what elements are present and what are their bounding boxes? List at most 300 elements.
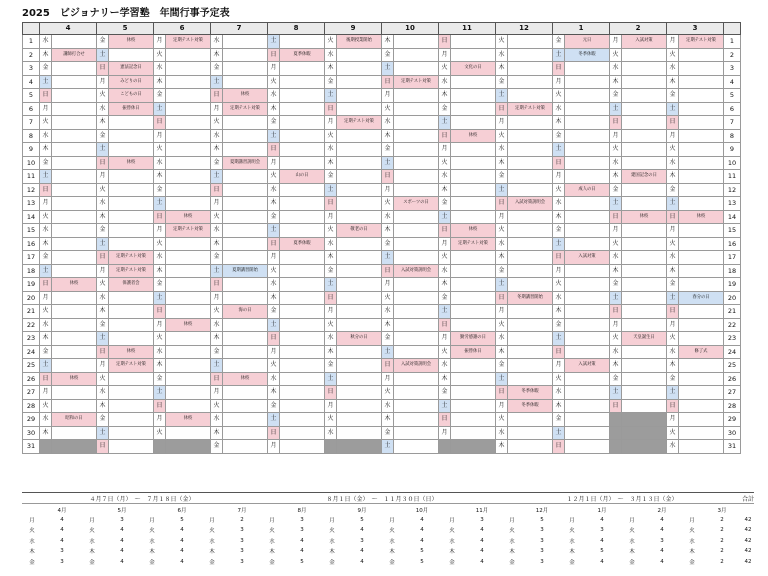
weekday-cell: 土 [610,102,622,116]
event-cell [52,183,97,197]
weekday-cell: 火 [268,359,280,373]
event-cell [280,183,325,197]
summary-weekday: 月 [509,517,515,524]
weekday-cell: 土 [268,129,280,143]
event-cell [223,426,268,440]
weekday-cell: 火 [325,224,337,238]
event-cell [166,156,211,170]
weekday-cell: 土 [40,170,52,184]
summary-weekday: 水 [149,538,155,545]
event-cell [280,197,325,211]
event-cell [280,332,325,346]
summary-count: 3 [120,516,124,523]
weekday-cell: 月 [325,305,337,319]
weekday-cell: 火 [211,210,223,224]
day-number: 28 [724,399,741,413]
weekday-cell: 金 [154,89,166,103]
weekday-cell: 火 [325,413,337,427]
weekday-cell: 水 [211,35,223,49]
event-cell [280,386,325,400]
weekday-cell: 水 [610,156,622,170]
summary-count: 5 [180,516,184,523]
calendar-row [23,318,741,332]
weekday-cell: 日 [610,399,622,413]
weekday-cell: 水 [382,210,394,224]
weekday-cell: 金 [553,224,565,238]
summary-weekday: 金 [209,559,215,566]
calendar-row [23,372,741,386]
weekday-cell: 木 [553,305,565,319]
weekday-cell: 木 [211,48,223,62]
day-number: 5 [724,89,741,103]
event-cell [508,89,553,103]
event-cell [109,237,154,251]
event-cell: 休校 [52,372,97,386]
weekday-cell: 土 [439,399,451,413]
event-cell: 入試対策説明会 [394,359,439,373]
weekday-cell: 火 [610,237,622,251]
weekday-cell: 土 [97,426,109,440]
day-number: 6 [23,102,40,116]
event-cell [451,89,496,103]
event-cell [679,399,724,413]
weekday-cell: 月 [439,237,451,251]
weekday-cell: 金 [211,62,223,76]
weekday-cell: 日 [40,278,52,292]
summary-month-label: 7月 [237,507,247,514]
event-cell: 夏期講習開始 [223,264,268,278]
event-cell [565,305,610,319]
event-cell: 昭和の日 [52,413,97,427]
weekday-cell: 木 [667,359,679,373]
event-cell [394,89,439,103]
event-cell [223,129,268,143]
event-cell [166,278,211,292]
event-cell [451,386,496,400]
event-cell [337,156,382,170]
day-number: 21 [23,305,40,319]
event-cell: 夏季休暇 [280,237,325,251]
weekday-cell: 木 [667,264,679,278]
weekday-cell: 水 [325,143,337,157]
event-cell [223,197,268,211]
event-cell [166,332,211,346]
event-cell [223,251,268,265]
weekday-cell: 木 [211,426,223,440]
event-cell [394,278,439,292]
weekday-cell: 日 [154,399,166,413]
event-cell [52,89,97,103]
summary-weekday: 月 [29,517,35,524]
summary-count: 4 [480,548,484,555]
event-cell [280,129,325,143]
event-cell [451,251,496,265]
event-cell [52,116,97,130]
summary-count: 3 [240,558,244,565]
event-cell [280,224,325,238]
weekday-cell: 金 [268,399,280,413]
event-cell [508,440,553,454]
event-cell [52,305,97,319]
event-cell [337,264,382,278]
event-cell [280,278,325,292]
event-cell [508,48,553,62]
event-cell [451,116,496,130]
event-cell [508,251,553,265]
event-cell [280,251,325,265]
event-cell [337,170,382,184]
event-cell [679,413,724,427]
event-cell [451,305,496,319]
event-cell [223,210,268,224]
event-cell [223,440,268,454]
summary-weekday: 火 [89,528,95,535]
event-cell [337,75,382,89]
event-cell [109,48,154,62]
summary-count: 3 [60,558,64,565]
summary-month-label: 12月 [535,507,549,514]
event-cell [508,183,553,197]
event-cell [337,251,382,265]
weekday-cell: 水 [382,399,394,413]
weekday-cell: 土 [325,89,337,103]
weekday-cell: 日 [268,332,280,346]
weekday-cell: 月 [40,291,52,305]
weekday-cell: 土 [97,332,109,346]
weekday-cell: 金 [610,89,622,103]
calendar-row [23,386,741,400]
event-cell [109,224,154,238]
event-cell [280,359,325,373]
event-cell [679,386,724,400]
event-cell [679,170,724,184]
weekday-cell: 日 [40,372,52,386]
weekday-cell: 月 [268,251,280,265]
event-cell [166,143,211,157]
event-cell [166,426,211,440]
summary-count: 4 [60,516,64,523]
event-cell [565,413,610,427]
weekday-cell: 土 [268,224,280,238]
event-cell [109,210,154,224]
day-number: 16 [724,237,741,251]
summary-count: 2 [720,548,724,555]
event-cell [679,440,724,454]
calendar-row [23,264,741,278]
weekday-cell: 月 [211,386,223,400]
day-number: 13 [23,197,40,211]
weekday-cell: 水 [553,386,565,400]
weekday-cell: 土 [325,372,337,386]
event-cell [223,35,268,49]
weekday-cell: 土 [154,197,166,211]
weekday-cell: 火 [382,386,394,400]
weekday-cell: 火 [211,305,223,319]
event-cell: 定期テスト対策 [679,35,724,49]
event-cell [622,440,667,454]
event-cell [508,143,553,157]
calendar-row [23,35,741,49]
summary-count: 4 [480,537,484,544]
weekday-cell: 火 [211,116,223,130]
weekday-cell: 火 [97,89,109,103]
weekday-cell: 日 [211,278,223,292]
event-cell [280,372,325,386]
event-cell [451,426,496,440]
weekday-cell: 木 [496,251,508,265]
day-number: 17 [724,251,741,265]
weekday-cell: 木 [325,156,337,170]
weekday-cell: 日 [268,48,280,62]
summary-count: 3 [540,548,544,555]
weekday-cell: 木 [382,318,394,332]
event-cell [52,399,97,413]
day-number: 25 [23,359,40,373]
weekday-cell: 金 [496,75,508,89]
summary-count: 2 [720,527,724,534]
event-cell [451,291,496,305]
event-cell [451,75,496,89]
weekday-cell: 木 [154,170,166,184]
weekday-cell: 金 [40,62,52,76]
day-number: 7 [23,116,40,130]
event-cell [451,197,496,211]
event-cell: こどもの日 [109,89,154,103]
event-cell [109,129,154,143]
weekday-cell: 日 [496,386,508,400]
summary-count: 3 [300,527,304,534]
weekday-cell: 土 [496,89,508,103]
event-cell [337,278,382,292]
event-cell [109,197,154,211]
summary-count: 3 [660,537,664,544]
event-cell [679,89,724,103]
weekday-cell: 日 [610,210,622,224]
day-number: 30 [23,426,40,440]
event-cell [337,305,382,319]
summary-weekday: 火 [29,528,35,535]
event-cell [622,359,667,373]
weekday-cell: 日 [496,291,508,305]
weekday-cell: 木 [667,170,679,184]
day-number: 15 [23,224,40,238]
weekday-cell: 土 [211,170,223,184]
month-header: 4 [40,23,97,35]
weekday-cell: 火 [439,251,451,265]
weekday-cell: 水 [610,251,622,265]
event-cell: 休校 [451,129,496,143]
event-cell [394,210,439,224]
event-cell [508,237,553,251]
event-cell [565,89,610,103]
day-number: 20 [724,291,741,305]
summary-count: 4 [660,548,664,555]
weekday-cell: 日 [97,345,109,359]
day-number: 3 [23,62,40,76]
weekday-cell: 水 [439,170,451,184]
event-cell [166,170,211,184]
weekday-cell: 火 [667,48,679,62]
summary-weekday: 木 [689,549,695,556]
event-cell [622,278,667,292]
weekday-cell [154,440,166,454]
event-cell [394,224,439,238]
weekday-cell: 金 [325,359,337,373]
summary-count: 4 [660,527,664,534]
weekday-cell: 月 [325,210,337,224]
event-cell [451,170,496,184]
weekday-cell: 金 [97,224,109,238]
day-number: 21 [724,305,741,319]
weekday-cell: 金 [496,264,508,278]
event-cell [52,62,97,76]
summary-weekday: 金 [629,559,635,566]
weekday-cell: 木 [553,210,565,224]
event-cell [223,399,268,413]
weekday-cell: 土 [667,386,679,400]
summary-weekday: 水 [689,538,695,545]
event-cell: 休校 [679,210,724,224]
weekday-cell: 金 [211,156,223,170]
weekday-cell: 火 [40,116,52,130]
event-cell: 敬老の日 [337,224,382,238]
day-number: 5 [23,89,40,103]
weekday-cell: 水 [154,62,166,76]
summary-weekday: 火 [209,528,215,535]
event-cell: 定期テスト対策 [394,75,439,89]
event-cell [451,35,496,49]
summary-count: 3 [240,537,244,544]
summary-weekday: 月 [389,517,395,524]
month-header: 7 [211,23,268,35]
day-number: 22 [724,318,741,332]
weekday-cell: 日 [439,224,451,238]
weekday-cell: 日 [211,89,223,103]
weekday-cell: 木 [325,62,337,76]
weekday-cell: 日 [553,440,565,454]
summary-weekday: 木 [269,549,275,556]
weekday-cell: 日 [325,197,337,211]
weekday-cell: 火 [154,48,166,62]
calendar-row [23,102,741,116]
weekday-cell: 土 [439,305,451,319]
weekday-cell: 木 [97,116,109,130]
event-cell [679,102,724,116]
weekday-cell: 木 [439,89,451,103]
event-cell [565,143,610,157]
event-cell [394,413,439,427]
summary-count: 4 [180,558,184,565]
summary-count: 4 [120,537,124,544]
weekday-cell: 水 [382,116,394,130]
weekday-cell: 月 [382,89,394,103]
weekday-cell: 火 [667,332,679,346]
event-cell: 入試対策説明会 [508,197,553,211]
weekday-cell: 月 [40,386,52,400]
summary-month-label: 9月 [357,507,367,514]
event-cell [394,35,439,49]
day-number: 26 [724,372,741,386]
event-cell [223,318,268,332]
weekday-cell: 水 [154,345,166,359]
weekday-cell: 木 [40,48,52,62]
period-label: １２月１日（月） 〜 ３月１３日（金） [502,493,742,504]
spacer [622,504,642,515]
event-cell [337,372,382,386]
weekday-cell: 火 [496,224,508,238]
event-cell [679,143,724,157]
weekday-cell: 火 [154,426,166,440]
event-cell: 憲法記念日 [109,62,154,76]
day-number: 23 [23,332,40,346]
weekday-cell: 土 [553,48,565,62]
event-cell: 休校 [52,278,97,292]
month-header: 1 [553,23,610,35]
weekday-cell: 木 [325,251,337,265]
event-cell [52,237,97,251]
day-number: 19 [724,278,741,292]
day-number-header [724,23,741,35]
weekday-cell: 月 [154,413,166,427]
event-cell: 定期テスト対策 [451,237,496,251]
weekday-cell: 土 [40,264,52,278]
day-number: 9 [23,143,40,157]
event-cell [451,210,496,224]
calendar-row [23,278,741,292]
event-cell [223,75,268,89]
summary-month-label: 5月 [117,507,127,514]
event-cell [451,318,496,332]
weekday-cell: 水 [211,413,223,427]
event-cell [166,89,211,103]
event-cell [280,116,325,130]
day-number: 8 [724,129,741,143]
weekday-cell: 日 [325,386,337,400]
weekday-cell: 月 [40,102,52,116]
summary-count: 4 [360,527,364,534]
weekday-cell: 日 [667,399,679,413]
weekday-cell: 木 [553,399,565,413]
weekday-cell: 火 [610,48,622,62]
weekday-cell [325,440,337,454]
summary-weekday: 水 [29,538,35,545]
weekday-cell: 水 [610,345,622,359]
event-cell [166,129,211,143]
day-number: 17 [23,251,40,265]
weekday-cell: 日 [325,102,337,116]
weekday-cell: 木 [154,75,166,89]
event-cell [565,197,610,211]
weekday-cell: 水 [97,386,109,400]
summary-count: 3 [540,537,544,544]
weekday-cell: 月 [667,129,679,143]
weekday-cell: 火 [667,426,679,440]
weekday-cell: 土 [154,102,166,116]
event-cell [565,332,610,346]
weekday-cell: 土 [268,318,280,332]
period-label: ８月１日（金） 〜 １１月３０日（日） [262,493,502,504]
weekday-cell: 日 [439,413,451,427]
weekday-cell: 月 [496,116,508,130]
summary-count: 4 [300,537,304,544]
summary-weekday: 月 [269,517,275,524]
event-cell [565,440,610,454]
event-cell [622,251,667,265]
event-cell [622,197,667,211]
event-cell [166,183,211,197]
event-cell [166,372,211,386]
weekday-cell: 土 [610,291,622,305]
